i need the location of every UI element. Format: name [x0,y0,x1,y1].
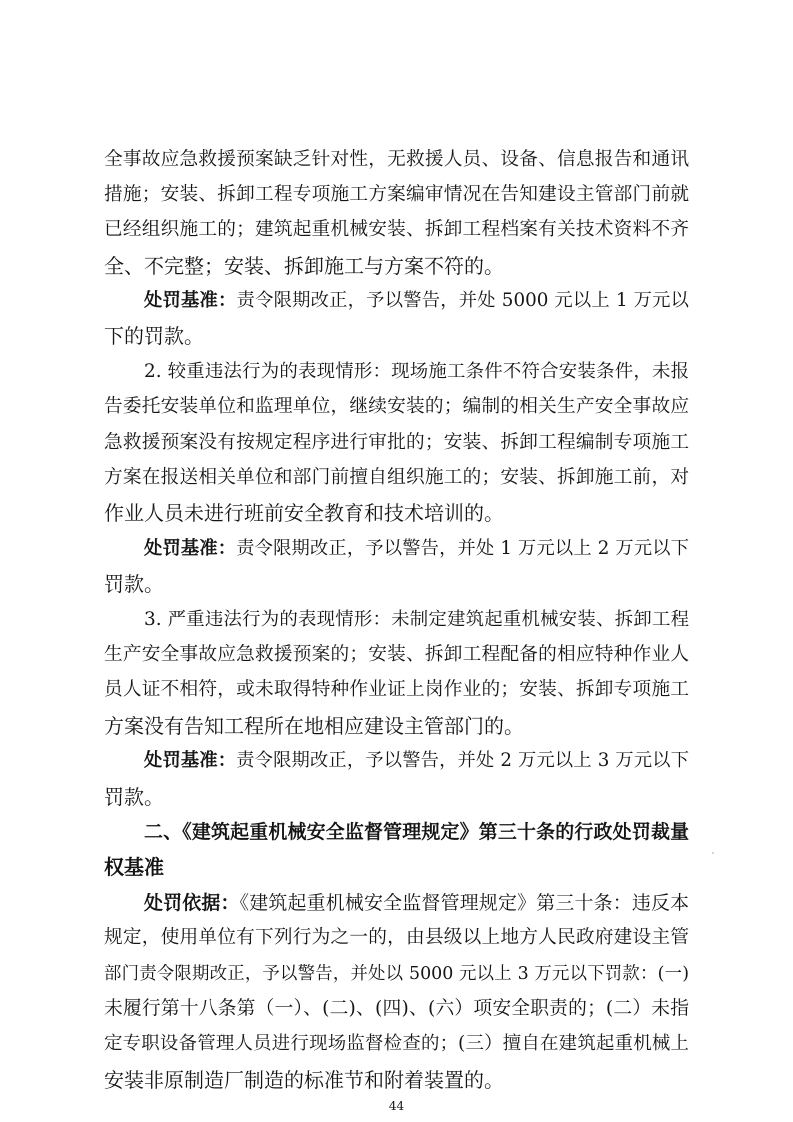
text-run: 规定，使用单位有下列行为之一的，由县级以上地方人民政府建设主管 [104,927,689,948]
text-run: 罚款。 [104,785,164,809]
text-line [104,673,689,707]
text-line [104,496,689,530]
text-line [104,567,689,601]
section-heading [104,850,689,884]
text-run: 方案在报送相关单位和部门前擅自组织施工的；安装、拆卸施工前，对 [104,467,689,488]
text-run: 责令限期改正，予以警告，并处 2 万元以上 3 万元以下 [236,750,689,771]
text-run: 责令限期改正，予以警告，并处 1 万元以上 2 万元以下 [236,538,689,559]
text-line [104,143,689,177]
text-line [104,992,689,1026]
penalty-standard-line [144,532,689,566]
penalty-standard-label: 处罚基准： [144,750,237,771]
penalty-standard-label: 处罚基准： [144,290,237,311]
penalty-standard-line [144,284,689,318]
text-run: 下的罚款。 [104,324,204,348]
text-run: 生产安全事故应急救援预案的；安装、拆卸工程配备的相应特种作业人 [104,644,689,665]
penalty-standard-label: 处罚基准： [144,538,237,559]
text-run: 告委托安装单位和监理单位，继续安装的；编制的相关生产安全事故应 [104,396,689,417]
text-line [104,957,689,991]
penalty-basis-line [144,886,689,920]
text-line [104,426,689,460]
penalty-standard-line [144,744,689,778]
section-heading-text: 权基准 [104,855,164,879]
text-run: 未履行第十八条第（一）、(二)、(四)、(六）项安全职责的；(二）未指 [104,998,689,1019]
text-line [104,390,689,424]
text-line [104,638,689,672]
text-run: 急救援预案没有按规定程序进行审批的；安装、拆卸工程编制专项施工 [104,432,689,453]
text-run: 已经组织施工的；建筑起重机械安装、拆卸工程档案有关技术资料不齐 [104,219,689,240]
text-line [104,249,689,283]
text-line [104,213,689,247]
text-run: 安装非原制造厂制造的标准节和附着装置的。 [104,1068,504,1092]
text-line [104,461,689,495]
text-run: 责令限期改正，予以警告，并处 5000 元以上 1 万元以 [236,290,689,311]
text-line [104,921,689,955]
text-run: 罚款。 [104,572,164,596]
text-run: 作业人员未进行班前安全教育和技术培训的。 [104,501,504,525]
text-line [104,178,689,212]
section-heading-text: 二、《建筑起重机械安全监督管理规定》第三十条的行政处罚裁量 [144,821,689,843]
text-run: 部门责令限期改正，予以警告，并处以 5000 元以上 3 万元以下罚款：(一) [104,964,689,984]
text-line [104,1027,689,1061]
text-line [104,1063,689,1097]
scan-speck [712,852,714,854]
text-run: 全、不完整；安装、拆卸施工与方案不符的。 [104,254,504,278]
text-line [104,319,689,353]
text-run: 全事故应急救援预案缺乏针对性，无救援人员、设备、信息报告和通讯 [104,149,689,170]
penalty-basis-label: 处罚依据： [144,892,240,914]
text-run: 方案没有告知工程所在地相应建设主管部门的。 [104,714,524,738]
text-run: 措施；安装、拆卸工程专项施工方案编审情况在告知建设主管部门前就 [104,184,689,205]
paragraph-start-line [144,355,689,389]
section-heading [144,815,689,849]
text-run: 定专职设备管理人员进行现场监督检查的；(三）擅自在建筑起重机械上 [104,1033,689,1054]
text-run: 3. 严重违法行为的表现情形：未制定建筑起重机械安装、拆卸工程 [144,609,689,630]
text-run: 《建筑起重机械安全监督管理规定》第三十条：违反本 [239,892,689,914]
text-run: 2. 较重违法行为的表现情形：现场施工条件不符合安装条件，未报 [144,361,689,382]
text-line [104,709,689,743]
text-run: 员人证不相符，或未取得特种作业证上岗作业的；安装、拆卸专项施工 [104,679,689,700]
paragraph-start-line [144,603,689,637]
text-line [104,780,689,814]
page-number: 44 [388,1099,405,1113]
